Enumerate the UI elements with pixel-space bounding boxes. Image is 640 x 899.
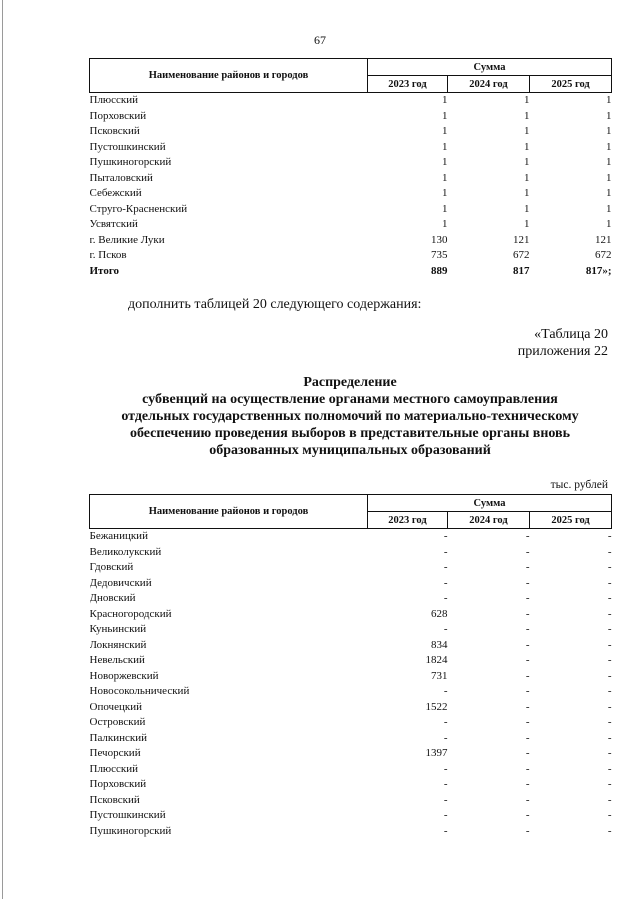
- district-name: Невельский: [89, 654, 145, 666]
- amount-cell: 672: [595, 249, 612, 261]
- amount-cell: 1397: [425, 747, 448, 759]
- amount-cell: 1: [442, 218, 448, 230]
- district-name: Гдовский: [89, 561, 134, 573]
- amount-cell: 1: [442, 171, 448, 184]
- amount-cell: 1824: [425, 654, 448, 666]
- table-row: [90, 622, 612, 638]
- district-name: Новоржевский: [89, 669, 159, 682]
- amount-cell: -: [525, 685, 530, 697]
- amount-cell: 1: [524, 202, 530, 215]
- district-name: Пыталовский: [89, 171, 153, 184]
- amount-cell: -: [607, 685, 612, 697]
- amount-cell: -: [525, 638, 530, 651]
- district-name: Печорский: [89, 747, 141, 759]
- amount-cell: -: [607, 747, 612, 759]
- amount-cell: 1: [606, 94, 612, 106]
- amount-cell: -: [607, 561, 612, 573]
- amount-cell: -: [607, 716, 612, 728]
- header-name: Наименование районов и городов: [90, 59, 368, 93]
- table-row: [90, 746, 612, 762]
- amount-cell: 1: [524, 156, 530, 168]
- table-row: [90, 217, 612, 233]
- amount-cell: -: [607, 809, 612, 821]
- district-name: Палкинский: [89, 731, 148, 744]
- table-row: [90, 638, 612, 654]
- amount-cell: 121: [513, 233, 530, 246]
- amount-cell: -: [525, 762, 530, 775]
- title-line: обеспечению проведения выборов в представительные органы вновь: [129, 426, 571, 441]
- table-row: [90, 233, 612, 249]
- amount-cell: -: [443, 824, 448, 837]
- table-row: [90, 529, 612, 545]
- amount-cell: -: [443, 530, 448, 542]
- header-sum: Сумма: [368, 59, 612, 76]
- amount-cell: 1: [442, 156, 448, 168]
- amount-cell: -: [525, 747, 530, 759]
- header-year: 2024 год: [448, 512, 530, 529]
- amount-cell: 834: [431, 638, 448, 651]
- amount-cell: -: [525, 669, 530, 682]
- amount-cell: 1522: [425, 700, 448, 713]
- amount-cell: 1: [524, 125, 530, 137]
- amount-cell: -: [607, 824, 612, 837]
- amount-cell: -: [607, 778, 612, 790]
- district-name: Дновский: [89, 592, 136, 604]
- amount-cell: -: [607, 592, 612, 604]
- header-year: 2025 год: [530, 76, 612, 93]
- amount-cell: -: [443, 592, 448, 604]
- header-year: 2023 год: [368, 76, 448, 93]
- amount-cell: 1: [442, 140, 448, 153]
- district-name: Локнянский: [89, 638, 147, 651]
- district-name: Опочецкий: [89, 700, 142, 713]
- amount-cell: 1: [442, 202, 448, 215]
- table-row: [90, 155, 612, 171]
- amount-cell: -: [607, 700, 612, 713]
- table-row: [90, 715, 612, 731]
- header-name: Наименование районов и городов: [90, 495, 368, 529]
- amount-cell: -: [607, 654, 612, 666]
- table-row: [90, 731, 612, 747]
- table-row: [90, 607, 612, 623]
- table-row: [90, 576, 612, 592]
- amount-cell: 817: [513, 264, 530, 277]
- amount-cell: 1: [524, 171, 530, 184]
- district-name: г. Псков: [89, 249, 127, 261]
- table-row: [90, 109, 612, 125]
- amount-cell: -: [607, 623, 612, 635]
- table-row: [90, 560, 612, 576]
- amount-cell: 1: [442, 125, 448, 137]
- table-row: [90, 669, 612, 685]
- table-title: [60, 374, 640, 459]
- amount-cell: 1: [606, 109, 612, 122]
- amount-cell: -: [525, 623, 530, 635]
- amount-cell: 130: [431, 233, 448, 246]
- amount-cell: -: [443, 623, 448, 635]
- title-line: отдельных государственных полномочий по материально-техническому: [121, 409, 579, 424]
- district-name: Плюсский: [89, 762, 139, 775]
- amount-cell: 1: [606, 140, 612, 153]
- district-name: Великолукский: [89, 545, 162, 558]
- table-row: [90, 248, 612, 264]
- amount-cell: 731: [431, 669, 448, 682]
- district-name: Дедовичский: [89, 576, 152, 589]
- district-name: Псковский: [89, 125, 140, 137]
- table-row: [90, 653, 612, 669]
- amount-cell: -: [443, 545, 448, 558]
- amount-cell: -: [525, 716, 530, 728]
- amount-cell: 628: [431, 607, 448, 620]
- amount-cell: 1: [442, 94, 448, 106]
- amount-cell: 1: [606, 125, 612, 137]
- amount-cell: -: [525, 545, 530, 558]
- district-name: Куньинский: [89, 623, 147, 635]
- table-row: [90, 93, 612, 109]
- amount-cell: -: [443, 685, 448, 697]
- amount-cell: -: [525, 778, 530, 790]
- amount-cell: -: [525, 809, 530, 821]
- table-subventions-elections: [89, 494, 612, 839]
- table-row: [90, 777, 612, 793]
- annex-reference-table: «Таблица 20: [534, 327, 608, 342]
- amount-cell: -: [607, 731, 612, 744]
- amount-cell: -: [607, 576, 612, 589]
- district-name: Пушкиногорский: [89, 156, 172, 168]
- amount-cell: -: [525, 592, 530, 604]
- amount-cell: 1: [524, 218, 530, 230]
- amount-cell: -: [607, 793, 612, 806]
- amount-cell: -: [443, 731, 448, 744]
- amount-cell: -: [607, 530, 612, 542]
- amount-cell: -: [607, 545, 612, 558]
- amount-cell: -: [525, 607, 530, 620]
- amount-cell: 1: [442, 109, 448, 122]
- amount-cell: -: [443, 778, 448, 790]
- amount-cell: -: [607, 638, 612, 651]
- amount-cell: -: [525, 731, 530, 744]
- scan-edge-line: [2, 0, 3, 899]
- amount-cell: -: [525, 793, 530, 806]
- amount-cell: -: [443, 809, 448, 821]
- amount-cell: 121: [595, 233, 612, 246]
- district-name: Порховский: [89, 778, 147, 790]
- table-row: [90, 793, 612, 809]
- amount-cell: 1: [442, 187, 448, 199]
- district-name: Плюсский: [89, 94, 139, 106]
- amount-cell: 672: [513, 249, 530, 261]
- table-row: [90, 700, 612, 716]
- page-number: 67: [314, 33, 326, 47]
- units-label: тыс. рублей: [550, 479, 608, 491]
- district-name: Порховский: [89, 109, 147, 122]
- amount-cell: 735: [431, 249, 448, 261]
- amount-cell: 1: [606, 202, 612, 215]
- title-line: Распределение: [303, 375, 397, 390]
- table-row: [90, 591, 612, 607]
- header-year: 2025 год: [530, 512, 612, 529]
- table-row: [90, 124, 612, 140]
- title-line: субвенций на осуществление органами местного самоуправления: [142, 392, 558, 407]
- table-row: [90, 684, 612, 700]
- amount-cell: -: [525, 561, 530, 573]
- district-name: Пушкиногорский: [89, 824, 172, 837]
- table-subventions-previous: [89, 58, 612, 279]
- table-row: [90, 202, 612, 218]
- annex-reference-appendix: приложения 22: [517, 344, 608, 359]
- district-name: Псковский: [89, 793, 140, 806]
- amount-cell: -: [443, 793, 448, 806]
- district-name: Бежаницкий: [89, 530, 148, 542]
- amount-cell: 1: [524, 109, 530, 122]
- amount-cell: -: [525, 824, 530, 837]
- district-name: Себежский: [89, 187, 142, 199]
- table-total-row: [90, 264, 612, 280]
- amount-cell: -: [607, 607, 612, 620]
- district-name: Пустошкинский: [89, 809, 166, 821]
- amount-cell: 1: [524, 140, 530, 153]
- table-row: [90, 808, 612, 824]
- header-sum: Сумма: [368, 495, 612, 512]
- table-row: [90, 171, 612, 187]
- amount-cell: 1: [606, 187, 612, 199]
- amount-cell: 1: [606, 156, 612, 168]
- amount-cell: 1: [524, 187, 530, 199]
- district-name: Островский: [89, 716, 146, 728]
- amount-cell: 817»;: [585, 264, 612, 277]
- amount-cell: -: [443, 576, 448, 589]
- amount-cell: -: [443, 561, 448, 573]
- amount-cell: 1: [606, 171, 612, 184]
- district-name: Струго-Красненский: [89, 202, 188, 215]
- header-year: 2024 год: [448, 76, 530, 93]
- district-name: Усвятский: [89, 218, 138, 230]
- amount-cell: -: [525, 700, 530, 713]
- district-name: г. Великие Луки: [89, 233, 165, 246]
- district-name: Красногородский: [89, 607, 172, 620]
- instruction-text: дополнить таблицей 20 следующего содержания:: [128, 297, 422, 312]
- table-row: [90, 545, 612, 561]
- amount-cell: -: [443, 716, 448, 728]
- district-name: Пустошкинский: [89, 140, 166, 153]
- amount-cell: -: [607, 762, 612, 775]
- header-year: 2023 год: [368, 512, 448, 529]
- amount-cell: 1: [524, 94, 530, 106]
- amount-cell: 1: [606, 218, 612, 230]
- amount-cell: -: [607, 669, 612, 682]
- amount-cell: 889: [431, 264, 448, 277]
- amount-cell: -: [525, 654, 530, 666]
- table-row: [90, 186, 612, 202]
- amount-cell: -: [443, 762, 448, 775]
- title-line: образованных муниципальных образований: [209, 443, 491, 458]
- amount-cell: -: [525, 576, 530, 589]
- district-name: Итого: [89, 264, 120, 277]
- amount-cell: -: [525, 530, 530, 542]
- table-row: [90, 824, 612, 840]
- table-row: [90, 140, 612, 156]
- table-row: [90, 762, 612, 778]
- district-name: Новосокольнический: [89, 685, 190, 697]
